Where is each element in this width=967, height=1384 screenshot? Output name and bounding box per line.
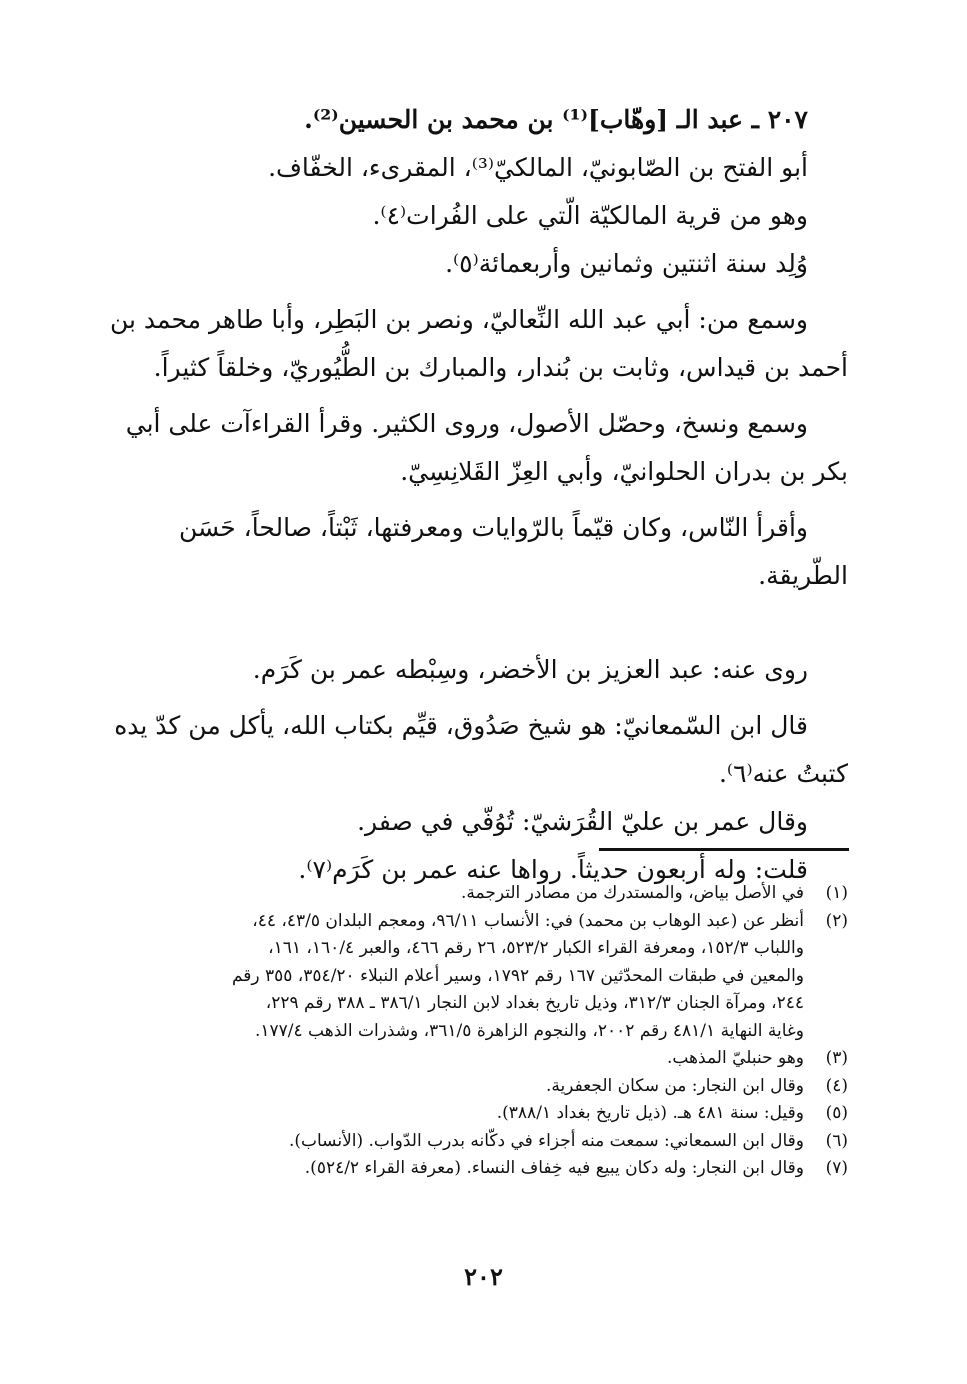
copied-paragraph <box>118 400 848 496</box>
intro-line: وُلِد سنة اثنتين وثمانين وأربعمائة⁽٥⁾. <box>445 249 808 278</box>
footnote-text: وهو حنبليّ المذهب. <box>666 1048 804 1068</box>
footnote-item <box>118 908 848 936</box>
footnote-text: وقال ابن النجار: من سكان الجعفرية. <box>545 1075 804 1096</box>
paragraph-line: وسمع ونسخ، وحصّل الأصول، وروى الكثير. وقرأ القراءآت على أبي <box>125 409 808 438</box>
footnote-number: (٧) <box>825 1158 848 1178</box>
samani-paragraph <box>114 702 848 798</box>
footnote-item <box>118 880 848 908</box>
hadith-line: قلت: وله أربعون حديثاً. رواها عنه عمر بن كَرَم⁽٧⁾. <box>298 855 808 884</box>
footnote-text: ٢٤٤، ومرآة الجنان ٣١٢/٣، وذيل تاريخ بغداد لابن النجار ٣٨٦/١ ـ ٣٨٨ رقم ٢٢٩، <box>265 993 804 1013</box>
footnote-divider <box>599 848 849 851</box>
page-number: ٢٠٢ <box>464 1262 503 1291</box>
narrators-paragraph <box>118 646 848 694</box>
footnote-text: واللباب ١٥٢/٣، ومعرفة القراء الكبار ٥٢٣/٢، ٢٦ رقم ٤٦٦، والعبر ١٦٠/٤، ١٦١، <box>268 938 804 958</box>
paragraph-line: وأقرأ النّاس، وكان قيّماً بالرّوايات ومعرفتها، ثَبْتاً، صالحاً، حَسَن <box>178 513 808 542</box>
footnote-text: وقال ابن النجار: وله دكان يبيع فيه خِفاف النساء. (معرفة القراء ٥٢٤/٢). <box>304 1158 804 1178</box>
footnote-text: والمعين في طبقات المحدّثين ١٦٧ رقم ١٧٩٢، وسير أعلام النبلاء ٣٥٤/٢٠، ٣٥٥ رقم <box>231 965 804 986</box>
footnote-item <box>118 1128 848 1156</box>
footnote-number: (٥) <box>825 1103 848 1123</box>
footnote-number: (٤) <box>825 1075 848 1096</box>
death-line: وقال عمر بن عليّ القُرَشيّ: تُوُفّي في صفر. <box>357 807 808 836</box>
footnote-item <box>118 1073 848 1101</box>
footnote-text: وقيل: سنة ٤٨١ هـ. (ذيل تاريخ بغداد ٣٨٨/١). <box>496 1103 804 1123</box>
footnote-text: في الأصل بياض، والمستدرك من مصادر الترجمة. <box>460 883 804 903</box>
intro-line: وهو من قرية المالكيّة الّتي على الفُرات⁽٤⁾. <box>372 201 808 230</box>
intro-line: أبو الفتح بن الصّابونيّ، المالكيّ⁽³⁾، المقرىء، الخفّاف. <box>268 153 808 182</box>
paragraph-line: بكر بن بدران الحلوانيّ، وأبي العِزّ القَلانِسِيّ. <box>400 457 848 486</box>
footnote-item <box>118 1155 848 1183</box>
paragraph-line: قال ابن السّمعانيّ: هو شيخ صَدُوق، قيِّم بكتاب الله، يأكل من كدّ يده <box>114 711 808 740</box>
taught-paragraph <box>118 504 848 600</box>
footnote-item <box>118 1045 848 1073</box>
footnotes <box>118 880 848 1183</box>
paragraph-line: وسمع من: أبي عبد الله النِّعاليّ، ونصر بن البَطِر، وأبا طاهر محمد بن <box>109 305 808 334</box>
heard-from-paragraph <box>109 296 848 392</box>
paragraph-line: روى عنه: عبد العزيز بن الأخضر، وسِبْطه عمر بن كَرَم. <box>252 655 808 684</box>
footnote-text: وقال ابن السمعاني: سمعت منه أجزاء في دكّانه بدرب الدّواب. (الأنساب). <box>288 1130 804 1151</box>
footnote-number: (٣) <box>825 1048 848 1068</box>
footnote-number: (١) <box>825 883 848 903</box>
footnote-number: (٦) <box>825 1130 848 1151</box>
footnote-text: وغاية النهاية ٤٨١/١ رقم ٢٠٠٢، والنجوم الزاهرة ٣٦١/٥، وشذرات الذهب ١٧٧/٤. <box>254 1020 804 1041</box>
paragraph-line: كتبتُ عنه⁽٦⁾. <box>718 759 848 788</box>
entry-title: ٢٠٧ ـ عبد الـ [وهّاب]⁽¹⁾ بن محمد بن الحسين⁽²⁾. <box>304 105 808 134</box>
paragraph-line: الطّريقة. <box>758 561 848 590</box>
footnote-text: أنظر عن (عبد الوهاب بن محمد) في: الأنساب ٩٦/١١، ومعجم البلدان ٤٣/٥، ٤٤، <box>252 910 804 931</box>
paragraph-line: أحمد بن قيداس، وثابت بن بُندار، والمبارك بن الطُّيُوريّ، وخلقاً كثيراً. <box>153 353 848 382</box>
footnote-item <box>118 1100 848 1128</box>
main-text <box>109 96 848 894</box>
footnote-number: (٢) <box>825 910 848 931</box>
